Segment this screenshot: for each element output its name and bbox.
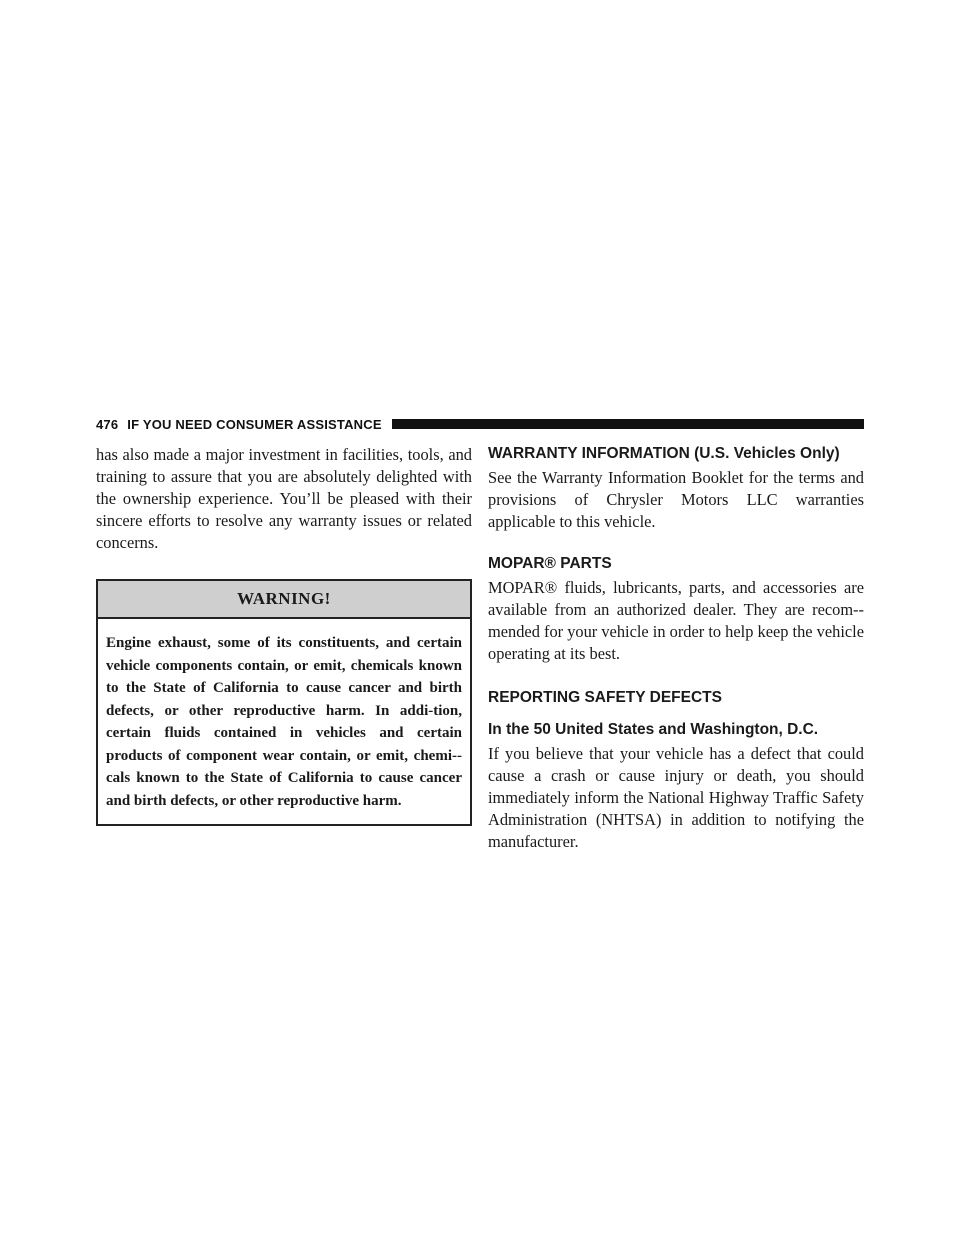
warranty-heading: WARRANTY INFORMATION (U.S. Vehicles Only) xyxy=(488,445,840,462)
warranty-text: See the Warranty Information Booklet for the terms and provisions of Chrysler Motors LLC warranties applicable to this vehicle. xyxy=(488,468,864,531)
header-rule xyxy=(392,419,864,429)
left-column xyxy=(96,444,472,826)
mopar-heading: MOPAR® PARTS xyxy=(488,555,612,572)
intro-paragraph: has also made a major investment in facilities, tools, and training to assure that you are absolutely delighted with the ownership experience. You’ll be pleased with their sincere efforts to resolve any warranty issues or related concerns. xyxy=(96,445,472,552)
mopar-text: MOPAR® fluids, lubricants, parts, and accessories are available from an authorized dealer. They are recom-mended for your vehicle in order to help keep the vehicle operating at its best. xyxy=(488,578,864,663)
page-header xyxy=(96,414,864,434)
section-title: IF YOU NEED CONSUMER ASSISTANCE xyxy=(127,416,382,432)
warning-title: WARNING! xyxy=(98,581,470,619)
right-column xyxy=(488,444,864,853)
us-subheading: In the 50 United States and Washington, D.C. xyxy=(488,721,819,738)
warning-box xyxy=(96,579,472,826)
us-text: If you believe that your vehicle has a defect that could cause a crash or cause injury or death, you should immediately inform the National Highway Traffic Safety Administration (NHTSA) in addition to notifying the manufacturer. xyxy=(488,744,864,851)
warning-text: Engine exhaust, some of its constituents, and certain vehicle components contain, or emit, chemicals known to the State of California to cause cancer and birth defects, or other reproductive harm. In addi-tion, certain fluids contained in vehicles and certain products of component wear contain, or emit, chemi-cals known to the State of California to cause cancer and birth defects, or other reproductive harm. xyxy=(106,635,462,809)
page-number: 476 xyxy=(96,416,119,432)
safety-heading: REPORTING SAFETY DEFECTS xyxy=(488,689,722,706)
